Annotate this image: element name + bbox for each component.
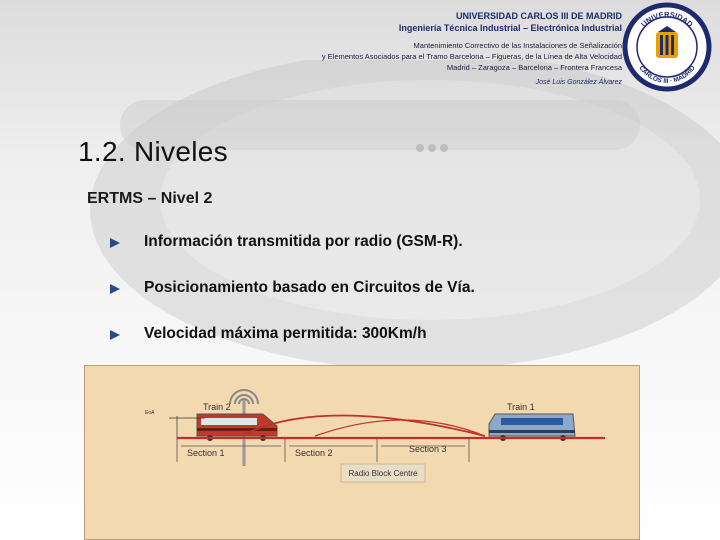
ertms-level2-diagram — [84, 365, 640, 540]
authority-arc-2 — [315, 420, 485, 436]
bullet-item — [110, 279, 475, 325]
bullet-arrow-icon — [110, 284, 120, 294]
project-line-3: Madrid – Zaragoza – Barcelona – Frontera Francesa — [446, 63, 622, 72]
author-name: José Luis González Álvarez — [535, 79, 622, 86]
slide-title: 1.2. Niveles — [78, 136, 228, 167]
degree-name: Ingeniería Técnica Industrial – Electrónica Industrial — [398, 23, 622, 33]
section-3-label: Section 3 — [409, 444, 447, 454]
project-line-1: Mantenimiento Correctivo de las Instalaciones de Señalización — [413, 41, 622, 50]
train-1-label: Train 1 — [507, 402, 535, 412]
bullet-arrow-icon — [110, 330, 120, 340]
seal-bottom-text: CARLOS III · MADRID — [637, 64, 697, 86]
slide-subtitle: ERTMS – Nivel 2 — [87, 190, 213, 207]
section-2-label: Section 2 — [295, 448, 333, 458]
eoa-label: EoA — [145, 410, 155, 416]
bullet-text: Información transmitida por radio (GSM-R). — [144, 233, 463, 250]
section-1-label: Section 1 — [187, 448, 225, 458]
bullet-item — [110, 233, 475, 279]
seal-top-text: UNIVERSIDAD — [639, 9, 695, 29]
bullet-list — [110, 233, 475, 371]
bullet-text: Posicionamiento basado en Circuitos de Vía. — [144, 279, 475, 296]
university-seal-logo — [622, 2, 712, 92]
project-line-2: y Elementos Asociados para el Tramo Barcelona – Figueras, de la Línea de Alta Velocidad — [321, 52, 622, 61]
bullet-arrow-icon — [110, 238, 120, 248]
slide-header — [322, 10, 622, 86]
rbc-label: Radio Block Centre — [348, 469, 418, 478]
university-name: UNIVERSIDAD CARLOS III DE MADRID — [455, 11, 622, 21]
authority-arc-1 — [245, 415, 485, 436]
project-description — [322, 40, 622, 73]
bullet-text: Velocidad máxima permitida: 300Km/h — [144, 325, 427, 342]
train-2-label: Train 2 — [203, 402, 231, 412]
